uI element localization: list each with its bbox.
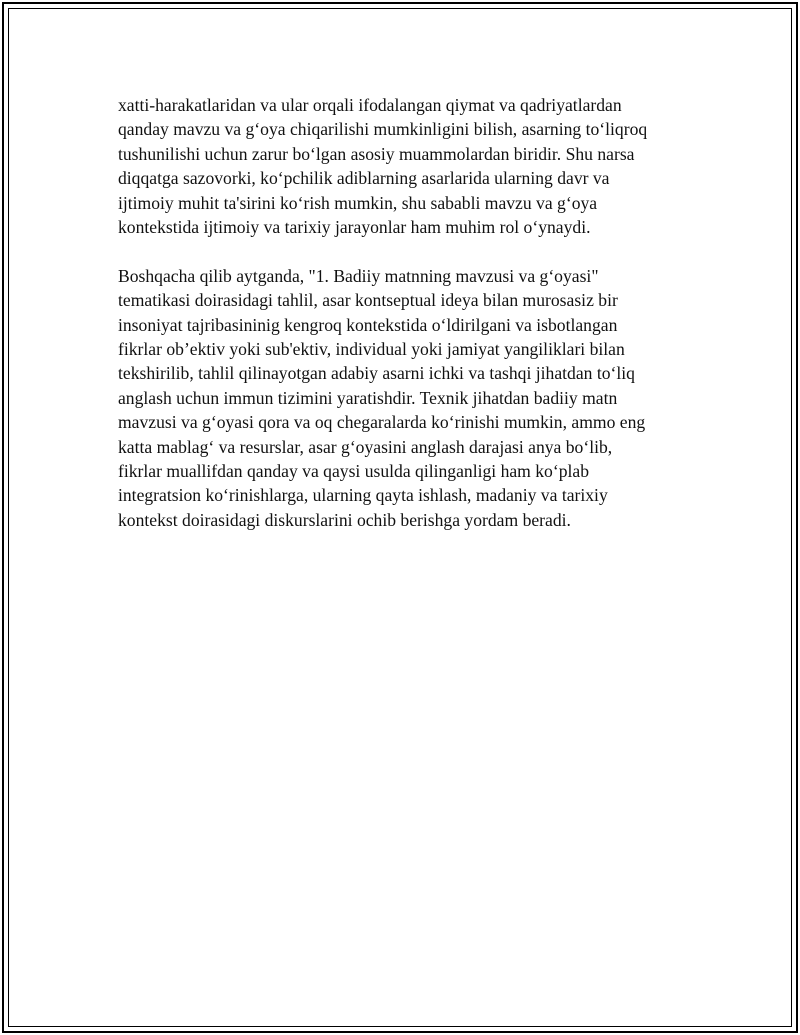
text-line: katta mablag‘ va resurslar, asar g‘oyasini anglash darajasi anya bo‘lib,	[118, 436, 613, 457]
text-line: diqqatga sazovorki, ko‘pchilik adiblarning asarlarida ularning davr va	[118, 168, 610, 189]
text-line: kontekst doirasidagi diskurslarini ochib berishga yordam beradi.	[118, 509, 571, 530]
text-line: integratsion ko‘rinishlarga, ularning qayta ishlash, madaniy va tarixiy	[118, 485, 608, 506]
text-line: fikrlar ob’ektiv yoki sub'ektiv, individual yoki jamiyat yangiliklari bilan	[118, 339, 625, 360]
paragraph-spacer	[118, 239, 678, 263]
paragraph-1	[118, 93, 678, 239]
text-line: mavzusi va g‘oyasi qora va oq chegaralarda ko‘rinishi mumkin, ammo eng	[118, 412, 646, 433]
paragraph-2	[118, 264, 678, 532]
text-line: fikrlar muallifdan qanday va qaysi usulda qilinganligi ham ko‘plab	[118, 461, 590, 482]
text-line: anglash uchun immun tizimini yaratishdir. Texnik jihatdan badiiy matn	[118, 387, 618, 408]
text-line: insoniyat tajribasininig kengroq kontekstida o‘ldirilgani va isbotlangan	[118, 314, 618, 335]
text-line: kontekstida ijtimoiy va tarixiy jarayonlar ham muhim rol o‘ynaydi.	[118, 217, 591, 238]
text-line: tushunilishi uchun zarur bo‘lgan asosiy muammolardan biridir. Shu narsa	[118, 143, 635, 164]
document-body	[118, 93, 678, 532]
text-line: qanday mavzu va g‘oya chiqarilishi mumkinligini bilish, asarning to‘liqroq	[118, 119, 648, 140]
text-line: Boshqacha qilib aytganda, "1. Badiiy matnning mavzusi va g‘oyasi"	[118, 265, 599, 286]
text-line: ijtimoiy muhit ta'sirini ko‘rish mumkin, shu sababli mavzu va g‘oya	[118, 192, 598, 213]
text-line: tematikasi doirasidagi tahlil, asar kontseptual ideya bilan murosasiz bir	[118, 290, 618, 311]
text-line: tekshirilib, tahlil qilinayotgan adabiy asarni ichki va tashqi jihatdan to‘liq	[118, 363, 635, 384]
text-line: xatti-harakatlaridan va ular orqali ifodalangan qiymat va qadriyatlardan	[118, 95, 622, 115]
